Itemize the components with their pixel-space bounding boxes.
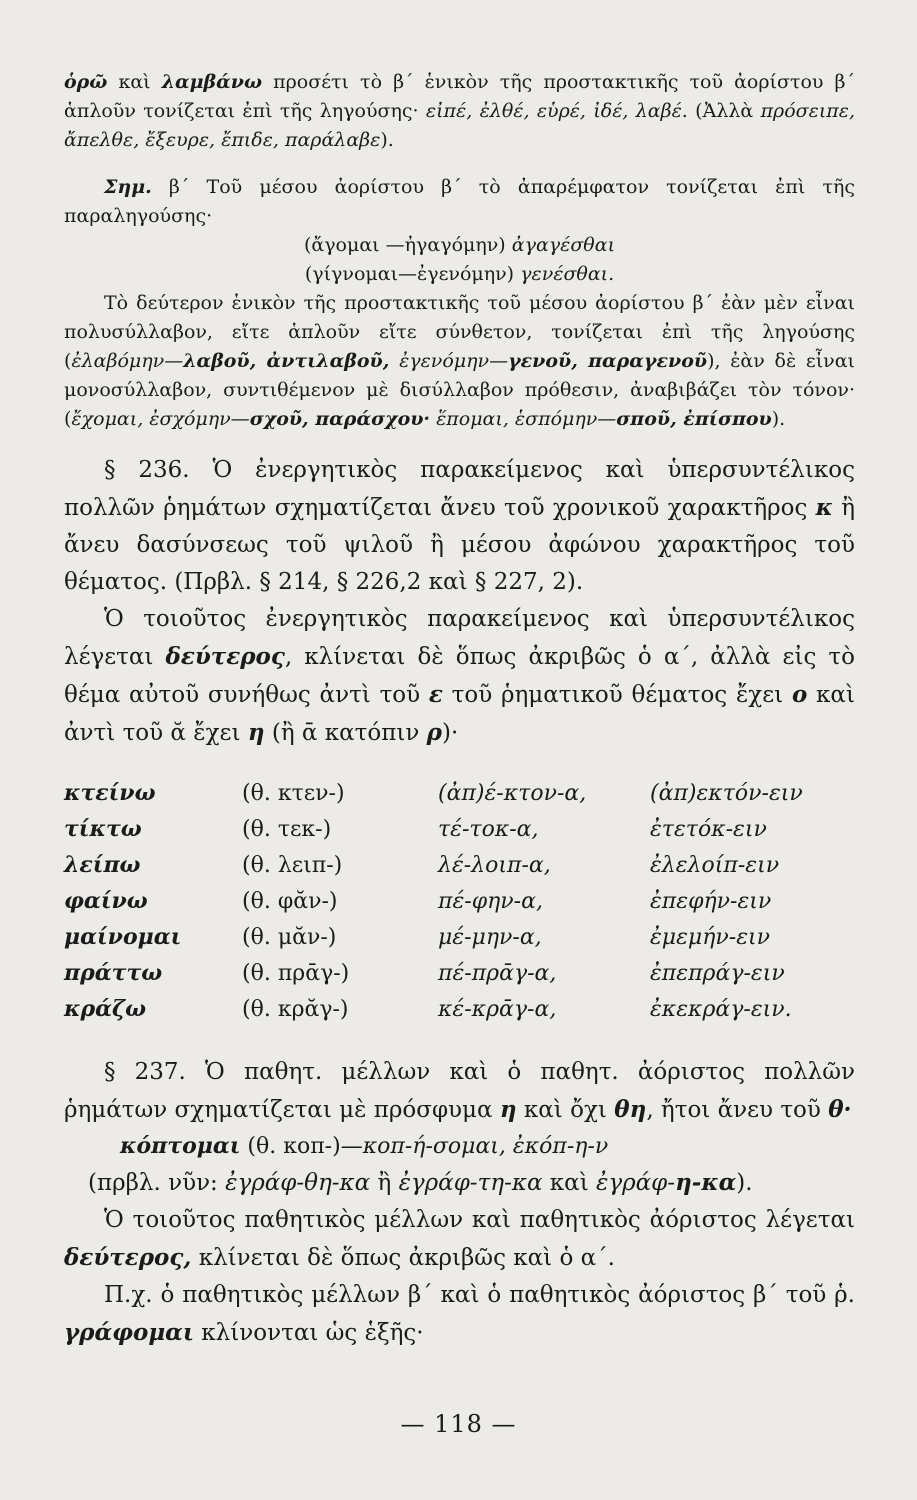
pluperfect-form: ἐλελοίπ-ειν bbox=[650, 853, 780, 878]
examples-italic: πρόσειπε, ἄπελθε, ἔξευρε, ἔπιδε, παράλαβε bbox=[64, 100, 855, 151]
text-span: , ἤτοι ἄνευ τοῦ bbox=[646, 1097, 829, 1123]
verb-lemma: φαίνω bbox=[64, 888, 148, 914]
section-237-second-paragraph bbox=[64, 1202, 855, 1277]
section-237 bbox=[64, 1054, 855, 1129]
text-span: ἢ ἄνευ δασύνσεως τοῦ ψιλοῦ ἢ μέσου ἀφώνου χαρακτῆρος τοῦ θέματος. (Πρβλ. § 214, § 226,2 καὶ § 227, 2). bbox=[64, 495, 855, 595]
example-bold-italic: γενοῦ, παραγενοῦ bbox=[508, 350, 708, 372]
infinitive-italic: γενέσθαι. bbox=[520, 263, 615, 285]
verb-row bbox=[64, 884, 855, 920]
letter-bold: κ bbox=[815, 494, 833, 521]
pluperfect-form: (ἀπ)εκτόν-ειν bbox=[650, 781, 803, 806]
verb-forms-body bbox=[64, 776, 855, 1028]
letter-bold: ρ bbox=[426, 719, 442, 746]
text-span: ), ἐὰν δὲ εἶναι μονοσύλλαβον, συντιθέμενον μὲ δισύλλαβον πρόθεσιν, ἀναβιβάζει τὸν τόνον· ( bbox=[64, 350, 856, 430]
perfect-form: πέ-φην-α, bbox=[438, 889, 543, 914]
text-span: (ἢ ᾱ κατόπιν bbox=[264, 720, 427, 746]
text-span: κλίνεται δὲ ὅπως ἀκριβῶς καὶ ὁ α΄. bbox=[191, 1245, 615, 1271]
letter-bold: η bbox=[499, 1096, 517, 1123]
verb-row bbox=[64, 812, 855, 848]
text-span: καὶ bbox=[107, 71, 162, 93]
verb-stem: (θ. λειπ-) bbox=[242, 853, 343, 878]
form-italic: ἐγράφ-τη-κα bbox=[398, 1170, 543, 1196]
letter-bold: θ· bbox=[828, 1096, 852, 1123]
verb-row bbox=[64, 920, 855, 956]
perfect-form: (ἀπ)έ-κτον-α, bbox=[438, 781, 587, 806]
example-italic: ἐγενόμην— bbox=[389, 350, 509, 372]
pluperfect-form: ἐπεφήν-ειν bbox=[650, 889, 772, 914]
verb-lemma: τίκτω bbox=[64, 816, 142, 842]
text-span: , κλίνεται δὲ ὅπως ἀκριβῶς ὁ α΄, ἀλλὰ εἰς τὸ θέμα αὐτοῦ συνήθως ἀντὶ τοῦ bbox=[64, 644, 855, 708]
text-span: Π.χ. ὁ παθητικὸς μέλλων β΄ καὶ ὁ παθητικὸς ἀόριστος β΄ τοῦ ῥ. bbox=[104, 1282, 855, 1308]
section-236-second-paragraph bbox=[64, 601, 855, 752]
text-span: (γίγνομαι—ἐγενόμην) bbox=[304, 263, 521, 285]
text-span: Ὁ τοιοῦτος ἐνεργητικὸς παρακείμενος καὶ ὑπερσυντέλικος λέγεται bbox=[64, 606, 855, 670]
term-deuteros: δεύτερος, bbox=[64, 1244, 192, 1271]
pluperfect-form: ἐκεκράγ-ειν. bbox=[650, 997, 792, 1022]
text-span: καὶ ὄχι bbox=[516, 1097, 615, 1123]
text-span: (πρβλ. νῦν: bbox=[88, 1170, 226, 1196]
text-span: τοῦ ῥηματικοῦ θέματος ἔχει bbox=[442, 682, 792, 708]
letter-bold: ο bbox=[791, 681, 808, 708]
note-example-1 bbox=[64, 231, 855, 260]
perfect-form: κέ-κρᾱγ-α, bbox=[438, 997, 557, 1022]
text-span: καὶ ἀντὶ τοῦ ᾰ ἔχει bbox=[64, 682, 855, 746]
verb-stem: (θ. τεκ-) bbox=[242, 817, 332, 842]
text-span: ). bbox=[736, 1170, 753, 1196]
text-span: καὶ bbox=[542, 1170, 597, 1196]
verb-grafomai: γράφομαι bbox=[64, 1319, 194, 1346]
page-number: — 118 — bbox=[400, 1410, 517, 1438]
letter-bold: η bbox=[247, 719, 265, 746]
verb-stem: (θ. πρᾱγ-) bbox=[242, 961, 350, 986]
perfect-form: λέ-λοιπ-α, bbox=[438, 853, 551, 878]
perfect-form: μέ-μην-α, bbox=[438, 925, 542, 950]
form-bold: η-κα bbox=[675, 1169, 737, 1196]
verb-stem: (θ. κρᾰγ-) bbox=[242, 997, 349, 1022]
verb-row bbox=[64, 956, 855, 992]
verb-row bbox=[64, 848, 855, 884]
perfect-form: πέ-πρᾱγ-α, bbox=[438, 961, 557, 986]
example-bold-italic: λαβοῦ, ἀντιλαβοῦ, bbox=[183, 350, 390, 372]
example-bold-italic: σχοῦ, παράσχου· bbox=[249, 408, 431, 430]
pluperfect-form: ἐπεπράγ-ειν bbox=[650, 961, 785, 986]
verb-stem: (θ. φᾰν-) bbox=[242, 889, 338, 914]
verb-forms-table bbox=[64, 776, 855, 1028]
verb-row bbox=[64, 776, 855, 812]
text-span: ). bbox=[380, 129, 394, 151]
note-paragraph bbox=[64, 173, 855, 231]
example-bold-italic: σποῦ, ἐπίσπου bbox=[616, 408, 772, 430]
text-span: (ἄγομαι —ἠγαγόμην) bbox=[303, 234, 512, 256]
letter-bold: θη bbox=[614, 1096, 647, 1123]
text-span: ἢ bbox=[370, 1170, 399, 1196]
text-span: Τὸ δεύτερον ἑνικὸν τῆς προστακτικῆς τοῦ μέσου ἀορίστου β΄ ἐὰν μὲν εἶναι πολυσύλλαβον, εἴτε ἁπλοῦν εἴτε σύνθετον, τονίζεται ἐπὶ τῆς ληγούσης ( bbox=[64, 292, 855, 372]
text-span: προσέτι τὸ β΄ ἑνικὸν τῆς προστακτικῆς τοῦ ἀορίστου β΄ ἁπλοῦν τονίζεται ἐπὶ τῆς ληγούσης· bbox=[64, 71, 855, 122]
examples-italic: εἰπέ, ἐλθέ, εὑρέ, ἰδέ, λαβέ. bbox=[425, 100, 688, 122]
verb-lemma: κτείνω bbox=[64, 780, 156, 806]
text-span: Ὁ τοιοῦτος παθητικὸς μέλλων καὶ παθητικὸς ἀόριστος λέγεται bbox=[104, 1207, 855, 1233]
verb-lambano: λαμβάνω bbox=[161, 71, 263, 93]
pluperfect-form: ἐτετόκ-ειν bbox=[650, 817, 767, 842]
note-example-2 bbox=[64, 260, 855, 289]
letter-bold: ε bbox=[428, 681, 443, 708]
example-italic: ἕπομαι, ἑσπόμην— bbox=[430, 408, 617, 430]
form-italic: ἐγράφ- bbox=[596, 1170, 676, 1196]
term-deuteros: δεύτερος bbox=[165, 643, 285, 670]
verb-stem: (θ. μᾰν-) bbox=[242, 925, 337, 950]
forms-italic: κοπ-ή-σομαι, ἐκόπ-η-ν bbox=[362, 1134, 609, 1159]
example-italic: ἔχομαι, ἐσχόμην— bbox=[71, 408, 250, 430]
note-label: Σημ. bbox=[104, 176, 152, 198]
text-span: ). bbox=[771, 408, 786, 430]
verb-lemma: μαίνομαι bbox=[64, 924, 182, 950]
paragraph-middle-aorist bbox=[64, 289, 855, 434]
verb-lemma: πράττω bbox=[64, 960, 163, 986]
text-span: § 237. Ὁ παθητ. μέλλων καὶ ὁ παθητ. ἀόριστος πολλῶν ῥημάτων σχηματίζεται μὲ πρόσφυμα bbox=[64, 1059, 855, 1123]
text-span: § 236. Ὁ ἐνεργητικὸς παρακείμενος καὶ ὑπερσυντέλικος πολλῶν ῥημάτων σχηματίζεται ἄνευ τοῦ χρονικοῦ χαρακτῆρος bbox=[64, 457, 855, 521]
form-italic: ἐγράφ-θη-κα bbox=[225, 1170, 371, 1196]
verb-horo: ὁρῶ bbox=[64, 71, 108, 93]
section-237-third-paragraph bbox=[64, 1277, 855, 1352]
example-italic: ἐλαβόμην— bbox=[71, 350, 184, 372]
perfect-form: τέ-τοκ-α, bbox=[438, 817, 539, 842]
verb-lemma: κράζω bbox=[64, 996, 147, 1022]
infinitive-italic: ἀγαγέσθαι bbox=[511, 234, 616, 256]
verb-stem: (θ. κτεν-) bbox=[242, 781, 345, 806]
text-span: κλίνονται ὡς ἑξῆς· bbox=[194, 1320, 424, 1346]
text-span: )· bbox=[441, 720, 459, 746]
verb-row bbox=[64, 992, 855, 1028]
text-span: (θ. κοπ-)— bbox=[240, 1134, 363, 1159]
note-text: β΄ Τοῦ μέσου ἀορίστου β΄ τὸ ἀπαρέμφατον τονίζεται ἐπὶ τῆς παραληγούσης· bbox=[64, 176, 855, 227]
comparison-line bbox=[64, 1164, 855, 1202]
verb-lemma: λείπω bbox=[64, 852, 141, 878]
pluperfect-form: ἐμεμήν-ειν bbox=[650, 925, 771, 950]
text-span: (Ἀλλὰ bbox=[687, 100, 761, 122]
verb-koptomai: κόπτομαι bbox=[120, 1133, 241, 1159]
section-236 bbox=[64, 452, 855, 601]
paragraph-imperative-accent bbox=[64, 68, 855, 155]
example-koptomai bbox=[64, 1129, 855, 1164]
